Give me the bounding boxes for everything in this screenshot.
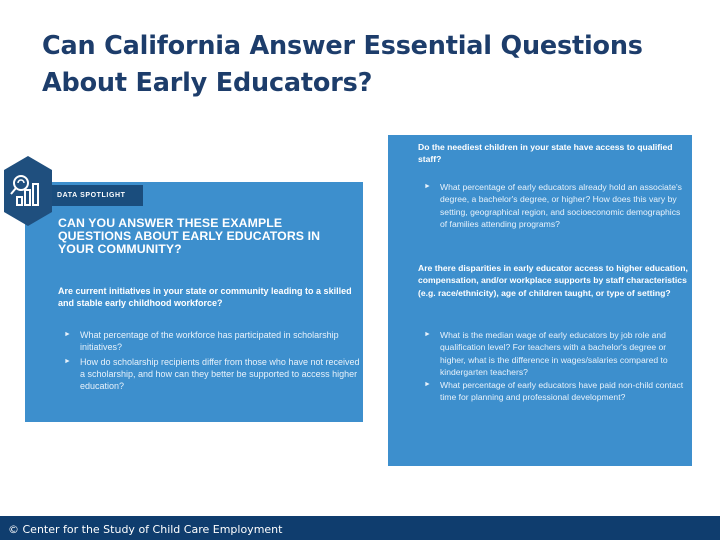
question-neediest-children: Do the neediest children in your state have access to qualified staff?	[418, 142, 673, 165]
bullet-arrow-icon: ►	[424, 331, 431, 338]
bullet-text: How do scholarship recipients differ from those who have not received a scholarship, and how can they better be supported to access higher education?	[80, 356, 360, 392]
data-spotlight-label: DATA SPOTLIGHT	[57, 192, 126, 199]
questions-panel	[388, 135, 692, 466]
bullet-text: What percentage of early educators already hold an associate's degree, a bachelor's degree, or higher? How does this vary by setting, geographical region, and socioeconomic demographics of families attending programs?	[440, 182, 682, 229]
footer-bar	[0, 516, 720, 540]
spotlight-bullet-list	[58, 329, 363, 394]
bullet-text: What percentage of the workforce has participated in scholarship initiatives?	[80, 330, 339, 353]
bullet-arrow-icon: ►	[424, 183, 431, 190]
question-disparities: Are there disparities in early educator access to higher education, compensation, and/or workplace supports by staff characteristics (e.g. race/ethnicity), age of children taught, or type of setting?	[418, 263, 688, 298]
list-item	[58, 329, 363, 354]
list-item	[418, 181, 686, 230]
bullet-arrow-icon: ►	[64, 357, 71, 365]
question-2-bullet-list	[418, 329, 686, 405]
question-1-bullet-list	[418, 181, 686, 230]
copyright-text: © Center for the Study of Child Care Employment	[8, 523, 283, 536]
data-spotlight-badge	[4, 156, 52, 226]
list-item	[418, 329, 686, 378]
list-item	[58, 356, 363, 393]
slide-title-line-2: About Early Educators?	[42, 68, 373, 98]
slide-title	[42, 28, 702, 102]
spotlight-question: Are current initiatives in your state or community leading to a skilled and stable early childhood workforce?	[58, 286, 352, 309]
bullet-arrow-icon: ►	[424, 381, 431, 389]
spotlight-heading: CAN YOU ANSWER THESE EXAMPLE QUESTIONS ABOUT EARLY EDUCATORS IN YOUR COMMUNITY?	[58, 216, 321, 256]
bullet-text: What is the median wage of early educators by job role and qualification level? For teachers with a bachelor's degree or higher, what is the difference in wages/salaries compared to kindergarten teachers?	[440, 330, 668, 377]
list-item	[418, 379, 686, 404]
bullet-text: What percentage of early educators have paid non-child contact time for planning and professional development?	[440, 380, 684, 403]
slide-title-line-1: Can California Answer Essential Questions	[42, 31, 643, 61]
data-spotlight-panel	[25, 182, 363, 422]
bullet-arrow-icon: ►	[64, 331, 71, 338]
